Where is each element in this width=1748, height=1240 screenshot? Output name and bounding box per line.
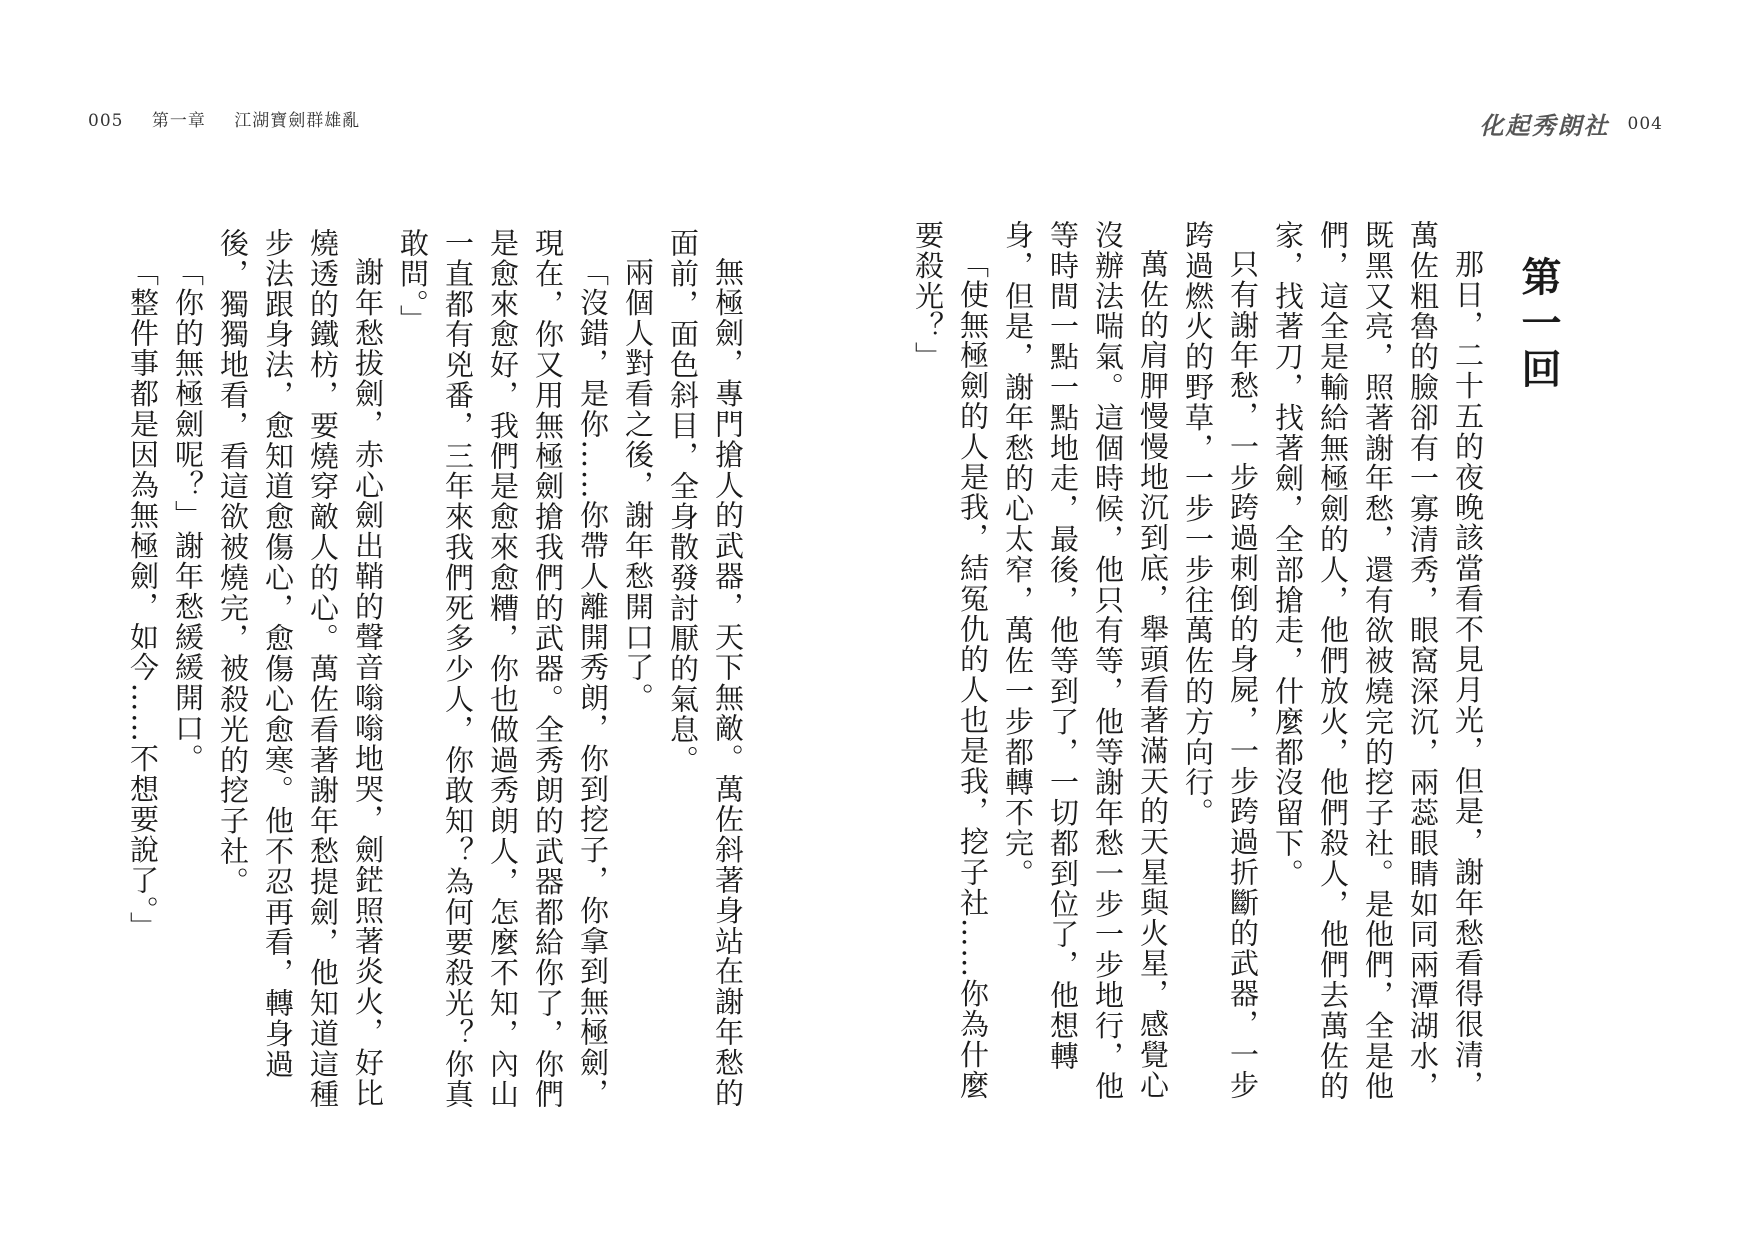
left-page-number: 005 <box>88 111 124 131</box>
dialogue-line: 「整件事都是因為無極劍，如今……不想要說了。」 <box>126 257 160 942</box>
chapter-title: 江湖寶劍群雄亂 <box>234 111 361 131</box>
paragraph: 無極劍，專門搶人的武器，天下無敵。萬佐斜著身站在謝年愁的面前，面色斜目，全身散發討厭的氣息。 <box>666 228 745 1109</box>
paragraph: 兩個人對看之後，謝年愁開口了。 <box>621 257 655 713</box>
dialogue-line: 「你的無極劍呢？」謝年愁緩緩開口。 <box>171 257 205 774</box>
dialogue-line: 「使無極劍的人是我，結冤仇的人也是我，挖子社……你為什麼要殺光？」 <box>911 220 990 1101</box>
paragraph: 謝年愁拔劍，赤心劍出鞘的聲音嗡嗡地哭，劍鋩照著炎火，好比燒透的鐵枋，要燒穿敵人的心。萬佐看著謝年愁提劍，他知道這種步法跟身法，愈知道愈傷心，愈傷心愈寒。他不忍再看，轉身過後，獨獨地看，看這欲被燒完，被殺光的挖子社。 <box>216 228 385 1110</box>
left-page-text <box>126 228 750 1128</box>
publisher-logo: 化起秀朗社 <box>1479 111 1610 140</box>
paragraph: 只有謝年愁，一步跨過刺倒的身屍，一步跨過折斷的武器，一步跨過燃火的野草，一步一步往萬佐的方向行。 <box>1181 220 1260 1101</box>
dialogue-line: 「沒錯，是你……你帶人離開秀朗，你到挖子，你拿到無極劍，現在，你又用無極劍搶我們的武器。全秀朗的武器都給你了，你們是愈來愈好，我們是愈來愈糟，你也做過秀朗人，怎麼不知，內山一直都有兇番，三年來我們死多少人，你敢知？為何要殺光？你真敢問。」 <box>396 228 610 1110</box>
right-page-number: 004 <box>1627 113 1663 134</box>
paragraph: 那日，二十五的夜晚該當看不見月光，但是，謝年愁看得很清，萬佐粗魯的臉卻有一寡清秀，眼窩深沉，兩蕊眼睛如同兩潭湖水，既黑又亮，照著謝年愁，還有欲被燒完的挖子社。是他們，全是他們，這全是輸給無極劍的人，他們放火，他們殺人，他們去萬佐的家，找著刀，找著劍，全部搶走，什麼都沒留下。 <box>1271 220 1485 1102</box>
right-page-text <box>911 220 1568 1120</box>
right-running-header <box>1480 106 1663 141</box>
section-heading: 第一回 <box>1515 256 1562 394</box>
left-running-header <box>88 106 382 131</box>
paragraph: 萬佐的肩胛慢慢地沉到底，舉頭看著滿天的天星與火星，感覺心沒辦法喘氣。這個時候，他只有等，他等謝年愁一步一步地行，他等時間一點一點地走，最後，他等到了，一切都到位了，他想轉身，但是，謝年愁的心太窄，萬佐一步都轉不完。 <box>1001 220 1170 1102</box>
chapter-label: 第一章 <box>151 111 206 131</box>
